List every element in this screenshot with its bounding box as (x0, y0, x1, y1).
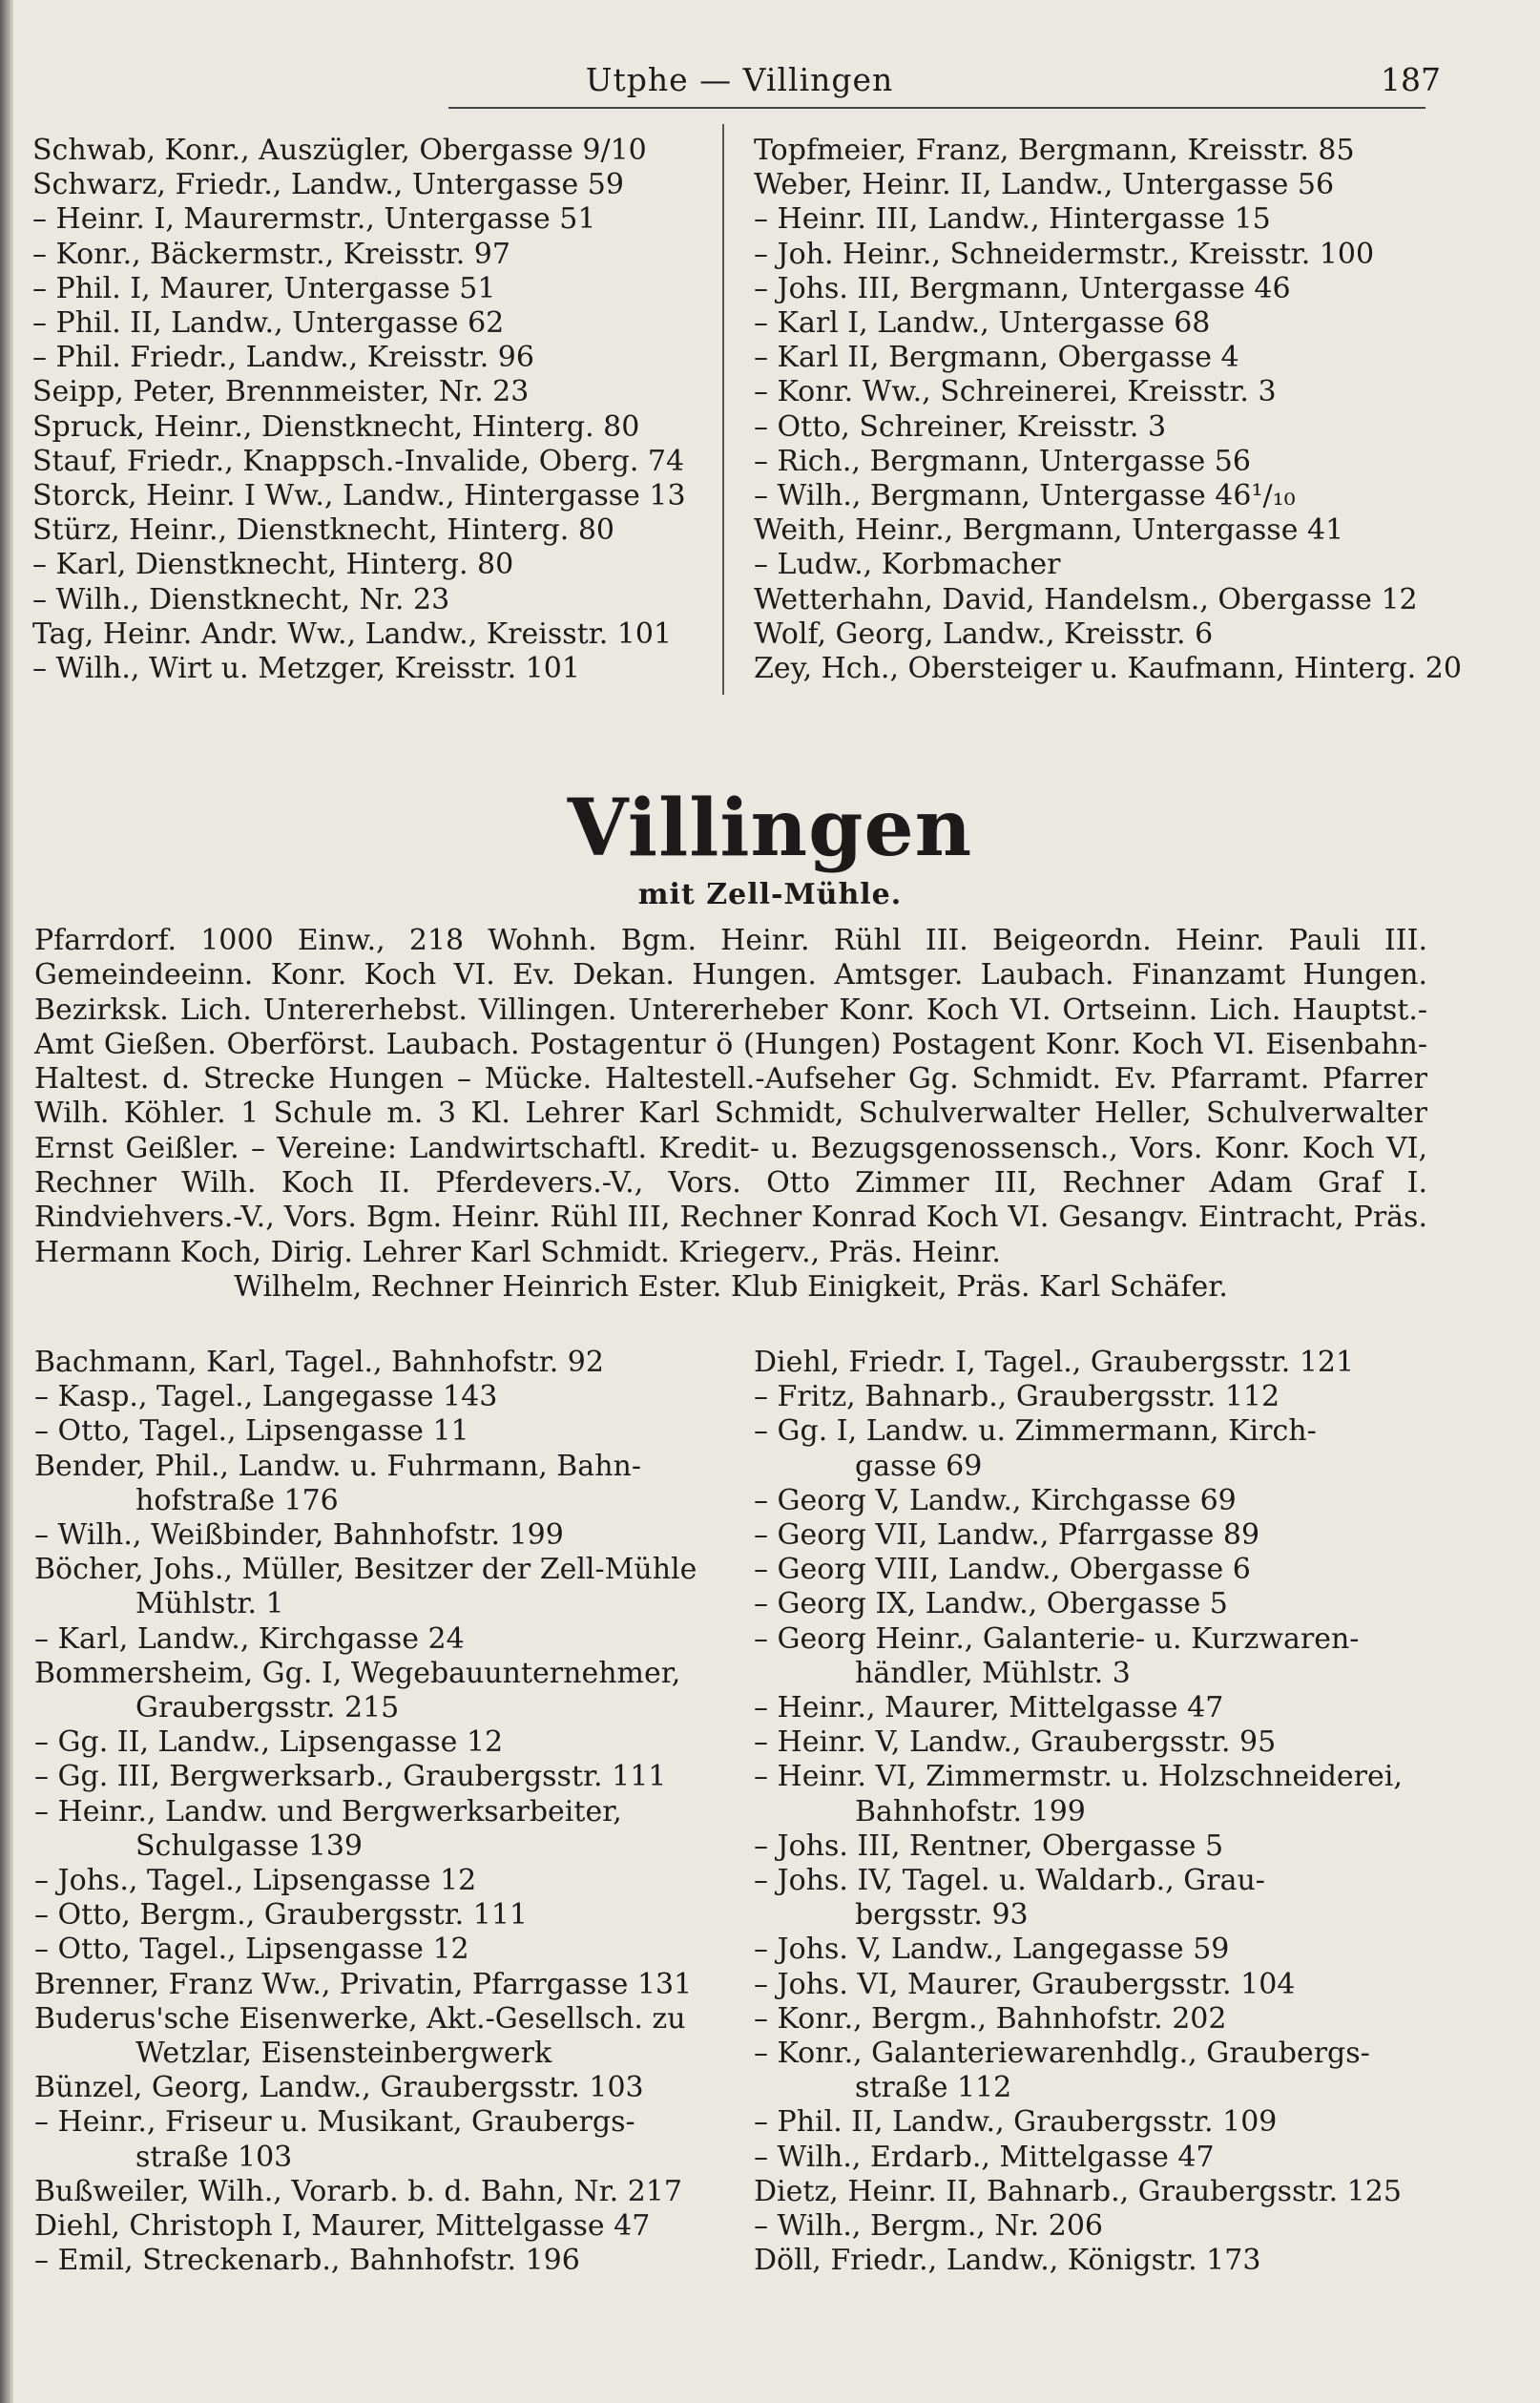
directory-entry: Wolf, Georg, Landw., Kreisstr. 6 (754, 616, 1214, 651)
directory-entry-continuation: Graubergsstr. 215 (135, 1691, 400, 1725)
directory-entry: – Konr., Bergm., Bahnhofstr. 202 (754, 2001, 1227, 2036)
directory-entry-continuation: bergsstr. 93 (855, 1898, 1029, 1933)
directory-entry: – Emil, Streckenarb., Bahnhofstr. 196 (34, 2244, 580, 2278)
directory-entry: Böcher, Johs., Müller, Besitzer der Zell-Mühle (34, 1553, 697, 1587)
directory-entry: – Otto, Tagel., Lipsengasse 12 (34, 1933, 469, 1967)
directory-entry: – Johs. III, Rentner, Obergasse 5 (754, 1828, 1224, 1863)
directory-entry: Bommersheim, Gg. I, Wegebauunternehmer, (34, 1656, 681, 1690)
page-number: 187 (1381, 61, 1441, 98)
directory-entry: – Phil. Friedr., Landw., Kreisstr. 96 (32, 341, 534, 375)
directory-entry: Brenner, Franz Ww., Privatin, Pfarrgasse 131 (34, 1967, 693, 2001)
directory-entry: – Karl, Dienstknecht, Hinterg. 80 (32, 548, 514, 582)
section-title: Villingen (567, 783, 973, 874)
directory-entry: Storck, Heinr. I Ww., Landw., Hintergasse 13 (32, 479, 686, 513)
directory-entry: – Phil. I, Maurer, Untergasse 51 (32, 271, 496, 305)
directory-entry-continuation: händler, Mühlstr. 3 (855, 1656, 1131, 1690)
directory-entry: – Karl I, Landw., Untergasse 68 (754, 306, 1211, 341)
directory-entry: – Fritz, Bahnarb., Graubergsstr. 112 (754, 1380, 1280, 1414)
directory-entry-continuation: straße 103 (135, 2140, 293, 2174)
directory-entry: – Georg Heinr., Galanterie- u. Kurzwaren- (754, 1621, 1360, 1656)
directory-entry: – Georg IX, Landw., Obergasse 5 (754, 1587, 1228, 1621)
directory-entry: Tag, Heinr. Andr. Ww., Landw., Kreisstr. 101 (32, 616, 673, 651)
utphe-left-column (32, 134, 686, 686)
directory-entry: Schwab, Konr., Auszügler, Obergasse 9/10 (32, 134, 647, 167)
running-title: Utphe — Villingen (585, 61, 894, 98)
directory-entry: – Heinr. V, Landw., Graubergsstr. 95 (754, 1725, 1277, 1760)
directory-entry: – Johs. V, Landw., Langegasse 59 (754, 1933, 1230, 1967)
directory-entry: – Johs. IV, Tagel. u. Waldarb., Grau- (754, 1864, 1265, 1898)
directory-entry: Bachmann, Karl, Tagel., Bahnhofstr. 92 (34, 1346, 604, 1379)
intro-text: Pfarrdorf. 1000 Einw., 218 Wohnh. Bgm. Heinr. Rühl III. Beigeordn. Heinr. Pauli III. Gemeindeeinn. Konr. Koch VI. Ev. Dekan. Hungen. Amtsger. Laubach. Finanzamt Hungen. Bezirksk. Lich. Untererhebst. Villingen. Untererheber Konr. Koch VI. Ortseinn. Lich. Hauptst.-Amt Gießen. Oberförst. Laubach. Postagentur ö (Hungen) Postagent Konr. Koch VI. Eisenbahn-Haltest. d. Strecke Hungen – Mücke. Haltestell.-Aufseher Gg. Schmidt. Ev. Pfarramt. Pfarrer Wilh. Köhler. 1 Schule m. 3 Kl. Lehrer Karl Schmidt, Schulverwalter Heller, Schulverwalter Ernst Geißler. – Vereine: Landwirtschaftl. Kredit- u. Bezugsgenossensch., Vors. Konr. Koch VI, Rechner Wilh. Koch II. Pferdevers.-V., Vors. Otto Zimmer III, Rechner Adam Graf I. Rindviehvers.-V., Vors. Bgm. Heinr. Rühl III, Rechner Konrad Koch VI. Gesangv. Eintracht, Präs. Hermann Koch, Dirig. Lehrer Karl Schmidt. Kriegerv., Präs. Heinr. (34, 924, 1427, 1269)
directory-entry: Seipp, Peter, Brennmeister, Nr. 23 (32, 375, 530, 409)
directory-entry: Buderus'sche Eisenwerke, Akt.-Gesellsch. zu (34, 2001, 686, 2036)
directory-entry: Bußweiler, Wilh., Vorarb. b. d. Bahn, Nr. 217 (34, 2174, 682, 2208)
directory-entry: Bünzel, Georg, Landw., Graubergsstr. 103 (34, 2071, 644, 2105)
directory-entry: – Georg VIII, Landw., Obergasse 6 (754, 1553, 1251, 1587)
directory-entry: – Otto, Schreiner, Kreisstr. 3 (754, 409, 1167, 444)
directory-entry: – Konr., Bäckermstr., Kreisstr. 97 (32, 237, 510, 271)
directory-entry: – Gg. I, Landw. u. Zimmermann, Kirch- (754, 1414, 1317, 1449)
directory-entry: – Heinr. I, Maurermstr., Untergasse 51 (32, 202, 596, 237)
directory-entry: – Johs., Tagel., Lipsengasse 12 (34, 1864, 477, 1898)
directory-entry: – Heinr., Maurer, Mittelgasse 47 (754, 1691, 1224, 1725)
directory-entry-continuation: Wetzlar, Eisensteinbergwerk (135, 2037, 552, 2071)
directory-entry: – Heinr., Friseur u. Musikant, Graubergs- (34, 2105, 635, 2140)
directory-entry-continuation: Schulgasse 139 (135, 1828, 364, 1863)
directory-entry: Schwarz, Friedr., Landw., Untergasse 59 (32, 168, 624, 202)
directory-entry: – Kasp., Tagel., Langegasse 143 (34, 1380, 498, 1414)
directory-entry: – Phil. II, Landw., Untergasse 62 (32, 306, 505, 341)
section-intro (34, 924, 1427, 1305)
utphe-right-column (754, 134, 1462, 686)
directory-entry: – Heinr., Landw. und Bergwerksarbeiter, (34, 1794, 622, 1828)
directory-entry: – Heinr. VI, Zimmermstr. u. Holzschneiderei, (754, 1760, 1403, 1794)
book-spine-shadow (0, 0, 13, 2403)
directory-entry: Wetterhahn, David, Handelsm., Obergasse 12 (754, 582, 1418, 616)
directory-entry: – Heinr. III, Landw., Hintergasse 15 (754, 202, 1271, 237)
directory-entry: – Konr. Ww., Schreinerei, Kreisstr. 3 (754, 375, 1277, 409)
directory-entry: – Georg V, Landw., Kirchgasse 69 (754, 1483, 1237, 1517)
directory-entry: – Gg. II, Landw., Lipsengasse 12 (34, 1725, 504, 1760)
directory-entry: Diehl, Friedr. I, Tagel., Graubergsstr. 121 (754, 1346, 1355, 1379)
directory-entry: – Rich., Bergmann, Untergasse 56 (754, 444, 1251, 478)
villingen-left-column (34, 1346, 697, 2278)
directory-entry: – Karl II, Bergmann, Obergasse 4 (754, 341, 1239, 375)
directory-entry: – Johs. VI, Maurer, Graubergsstr. 104 (754, 1967, 1296, 2001)
directory-entry: Spruck, Heinr., Dienstknecht, Hinterg. 80 (32, 409, 640, 444)
directory-entry: – Gg. III, Bergwerksarb., Graubergsstr. 111 (34, 1760, 667, 1794)
column-divider (722, 124, 724, 695)
directory-entry: – Johs. III, Bergmann, Untergasse 46 (754, 271, 1291, 305)
directory-entry-continuation: Mühlstr. 1 (135, 1587, 284, 1621)
directory-entry: – Otto, Bergm., Graubergsstr. 111 (34, 1898, 529, 1933)
directory-entry: Diehl, Christoph I, Maurer, Mittelgasse 47 (34, 2209, 651, 2244)
directory-entry: – Phil. II, Landw., Graubergsstr. 109 (754, 2105, 1278, 2140)
page-header (38, 61, 1441, 107)
intro-last-line: Wilhelm, Rechner Heinrich Ester. Klub Einigkeit, Präs. Karl Schäfer. (234, 1269, 1228, 1304)
directory-entry: – Ludw., Korbmacher (754, 548, 1061, 582)
villingen-right-column (754, 1346, 1403, 2278)
directory-entry: – Wilh., Wirt u. Metzger, Kreisstr. 101 (32, 652, 580, 686)
directory-entry: Döll, Friedr., Landw., Königstr. 173 (754, 2244, 1261, 2278)
directory-entry: – Joh. Heinr., Schneidermstr., Kreisstr. 100 (754, 237, 1375, 271)
directory-entry: – Wilh., Dienstknecht, Nr. 23 (32, 582, 450, 616)
directory-entry: Bender, Phil., Landw. u. Fuhrmann, Bahn- (34, 1449, 641, 1483)
directory-entry: – Konr., Galanteriewarenhdlg., Graubergs- (754, 2037, 1370, 2071)
directory-entry: – Wilh., Bergmann, Untergasse 46¹/₁₀ (754, 479, 1296, 513)
directory-entry: Topfmeier, Franz, Bergmann, Kreisstr. 85 (754, 134, 1355, 167)
directory-entry: Dietz, Heinr. II, Bahnarb., Graubergsstr. 125 (754, 2174, 1402, 2208)
directory-entry: – Wilh., Bergm., Nr. 206 (754, 2209, 1103, 2244)
directory-entry: – Karl, Landw., Kirchgasse 24 (34, 1621, 465, 1656)
directory-entry-continuation: hofstraße 176 (135, 1483, 339, 1517)
directory-entry-continuation: straße 112 (855, 2071, 1012, 2105)
directory-entry: – Otto, Tagel., Lipsengasse 11 (34, 1414, 469, 1449)
directory-entry: Zey, Hch., Obersteiger u. Kaufmann, Hinterg. 20 (754, 652, 1462, 686)
directory-entry: Stauf, Friedr., Knappsch.-Invalide, Oberg. 74 (32, 444, 685, 478)
directory-entry: – Georg VII, Landw., Pfarrgasse 89 (754, 1518, 1260, 1553)
directory-entry-continuation: gasse 69 (855, 1449, 983, 1483)
directory-entry: Weith, Heinr., Bergmann, Untergasse 41 (754, 513, 1344, 548)
section-subtitle: mit Zell-Mühle. (637, 878, 903, 911)
directory-entry: Stürz, Heinr., Dienstknecht, Hinterg. 80 (32, 513, 614, 548)
header-rule (448, 107, 1426, 109)
directory-entry-continuation: Bahnhofstr. 199 (855, 1794, 1086, 1828)
directory-entry: – Wilh., Erdarb., Mittelgasse 47 (754, 2140, 1215, 2174)
directory-entry: Weber, Heinr. II, Landw., Untergasse 56 (754, 168, 1335, 202)
directory-entry: – Wilh., Weißbinder, Bahnhofstr. 199 (34, 1518, 564, 1553)
